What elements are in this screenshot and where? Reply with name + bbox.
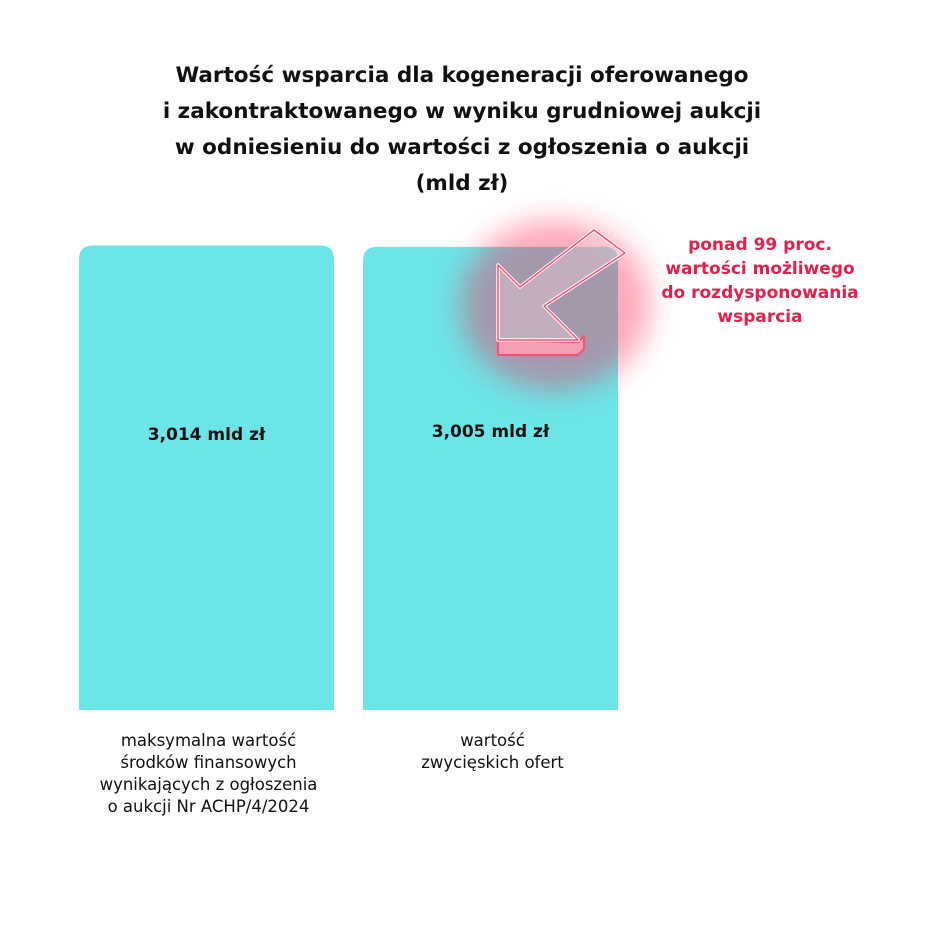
annotation xyxy=(661,235,858,327)
chart-title-line: w odniesieniu do wartości z ogłoszenia o aukcji xyxy=(174,135,750,160)
category-label-line: maksymalna wartość xyxy=(120,731,297,750)
category-label-line: zwycięskich ofert xyxy=(421,753,564,772)
annotation-line: wsparcia xyxy=(717,307,803,327)
chart-title xyxy=(163,63,761,196)
category-label-line: środków finansowych xyxy=(120,753,297,772)
chart-title-line: i zakontraktowanego w wyniku grudniowej aukcji xyxy=(162,99,762,124)
chart-title-line: (mld zł) xyxy=(415,171,509,196)
annotation-line: ponad 99 proc. xyxy=(688,235,832,255)
bar-value-label: 3,014 mld zł xyxy=(147,425,266,445)
category-label-line: o aukcji Nr ACHP/4/2024 xyxy=(107,797,310,816)
chart-title-line: Wartość wsparcia dla kogeneracji oferowanego xyxy=(175,63,749,88)
category-label-line: wynikających z ogłoszenia xyxy=(99,775,318,794)
bar-value-label: 3,005 mld zł xyxy=(431,422,550,442)
annotation-line: wartości możliwego xyxy=(665,259,855,279)
category-label-line: wartość xyxy=(460,731,525,750)
annotation-line: do rozdysponowania xyxy=(661,283,859,303)
arrow-icon xyxy=(460,220,650,390)
bar-1 xyxy=(79,246,334,710)
